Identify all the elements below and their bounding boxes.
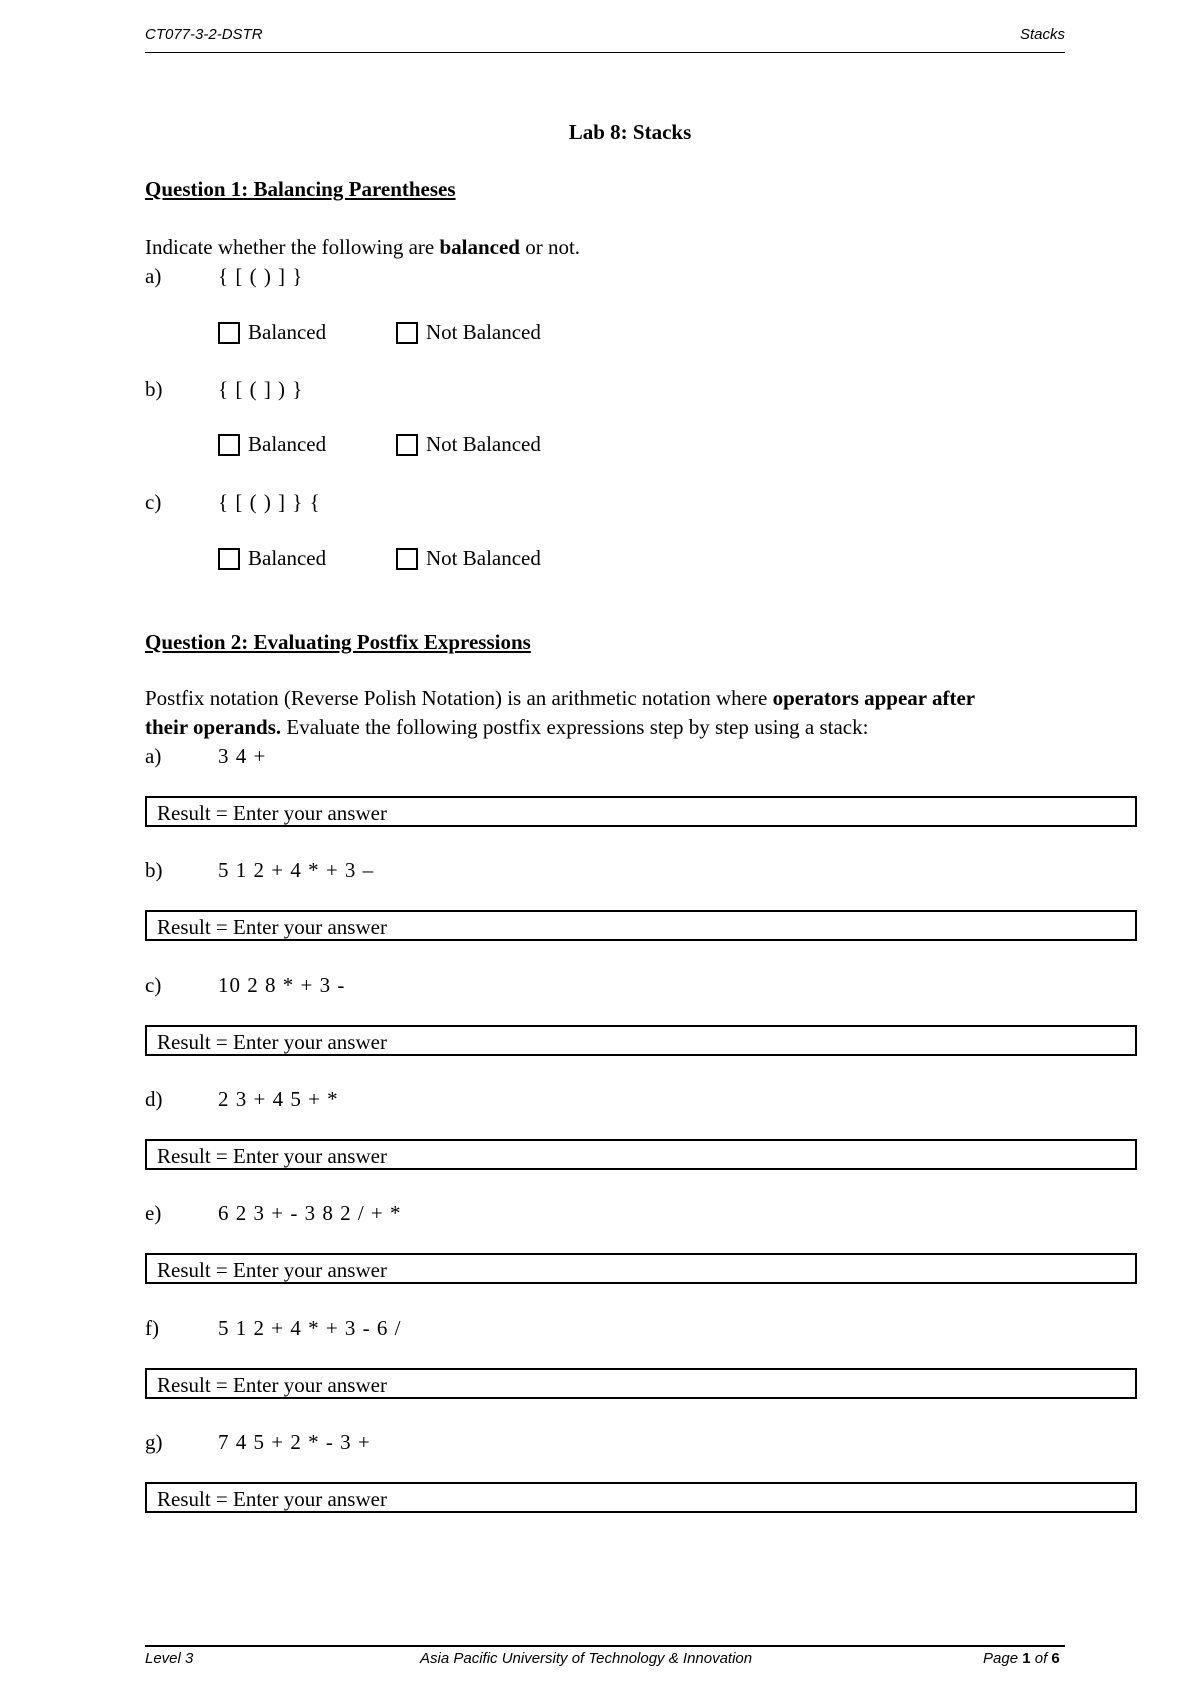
not-balanced-checkbox[interactable] [396,434,418,456]
q1-item-options [218,432,541,457]
q2-item-expression: 7 4 5 + 2 * - 3 + [218,1430,371,1454]
q2-item-expression: 6 2 3 + - 3 8 2 / + * [218,1201,402,1225]
answer-field[interactable]: Result = Enter your answer [145,796,1137,827]
balanced-label: Balanced [248,432,327,456]
header-topic: Stacks [1019,26,1065,43]
q2-item-expression: 5 1 2 + 4 * + 3 – [218,858,375,882]
q1-item-label: a) [145,264,162,288]
page-title: Lab 8: Stacks [568,120,692,144]
q2-item-expression: 2 3 + 4 5 + * [218,1087,339,1111]
q2-item-label: d) [145,1087,163,1111]
header-rule [145,52,1065,53]
q1-item-expression: { [ ( ] ) } [218,377,304,401]
footer-level: Level 3 [145,1650,194,1667]
question1-heading: Question 1: Balancing Parentheses [145,177,456,201]
question1-instruction: Indicate whether the following are balanced or not. [145,235,581,259]
answer-field[interactable]: Result = Enter your answer [145,910,1137,941]
balanced-option[interactable] [218,320,396,345]
q2-item-label: g) [145,1430,163,1454]
answer-field[interactable]: Result = Enter your answer [145,1025,1137,1056]
q2-item-expression: 10 2 8 * + 3 - [218,973,346,997]
not-balanced-option[interactable] [396,546,541,571]
q1-item-label: b) [145,377,163,401]
balanced-checkbox[interactable] [218,548,240,570]
question2-intro: Postfix notation (Reverse Polish Notation) is an arithmetic notation where operators appear after their operands. Evaluate the following postfix expressions step by step using a stack: [145,686,976,739]
not-balanced-option[interactable] [396,432,541,457]
balanced-option[interactable] [218,432,396,457]
question2-heading: Question 2: Evaluating Postfix Expressions [145,630,531,654]
footer-institution: Asia Pacific University of Technology & Innovation [420,1650,753,1667]
q1-item-expression: { [ ( ) ] } { [218,490,321,514]
q2-item-label: a) [145,744,162,768]
q1-item-options [218,546,541,571]
answer-field[interactable]: Result = Enter your answer [145,1368,1137,1399]
balanced-checkbox[interactable] [218,434,240,456]
footer-page-number: Page 1 of 6 [983,1650,1060,1667]
footer-rule [145,1645,1065,1647]
not-balanced-option[interactable] [396,320,541,345]
q2-item-label: e) [145,1201,162,1225]
q1-item-options [218,320,541,345]
not-balanced-label: Not Balanced [426,432,541,456]
not-balanced-label: Not Balanced [426,546,541,570]
answer-field[interactable]: Result = Enter your answer [145,1253,1137,1284]
q2-item-expression: 3 4 + [218,744,267,768]
answer-field[interactable]: Result = Enter your answer [145,1139,1137,1170]
answer-field[interactable]: Result = Enter your answer [145,1482,1137,1513]
balanced-label: Balanced [248,320,327,344]
balanced-checkbox[interactable] [218,322,240,344]
not-balanced-label: Not Balanced [426,320,541,344]
q2-item-expression: 5 1 2 + 4 * + 3 - 6 / [218,1316,402,1340]
q1-item-expression: { [ ( ) ] } [218,264,304,288]
q2-item-label: b) [145,858,163,882]
not-balanced-checkbox[interactable] [396,322,418,344]
q1-item-label: c) [145,490,162,514]
balanced-label: Balanced [248,546,327,570]
q2-item-label: f) [145,1316,159,1340]
balanced-option[interactable] [218,546,396,571]
not-balanced-checkbox[interactable] [396,548,418,570]
q2-item-label: c) [145,973,162,997]
header-course-code: CT077-3-2-DSTR [145,26,263,43]
